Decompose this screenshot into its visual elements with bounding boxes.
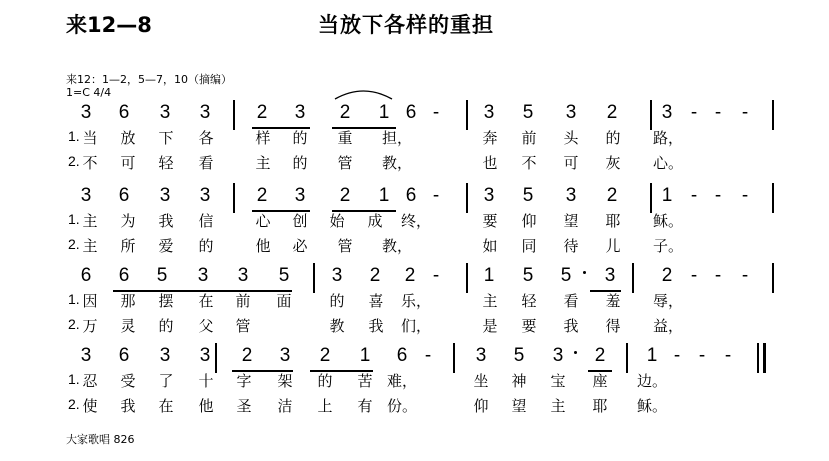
lyric-syllable: 信: [198, 212, 214, 230]
lyric-syllable: 样: [255, 129, 271, 147]
lyric-syllable: 前: [521, 129, 537, 147]
note: 3: [159, 345, 171, 366]
lyric-syllable: 始: [329, 212, 345, 230]
bar-line: [650, 183, 652, 213]
note: 3: [199, 102, 211, 123]
verse-number: 1.: [68, 128, 80, 144]
note: 2: [404, 265, 416, 286]
note: 3: [159, 102, 171, 123]
bar-line: [466, 263, 468, 293]
bar-line: [453, 343, 455, 373]
note: 3: [199, 345, 211, 366]
bar-line: [233, 183, 235, 213]
note: -: [673, 345, 681, 366]
note: 2: [606, 185, 618, 206]
lyric-syllable: 的: [317, 372, 333, 390]
bar-line: [632, 263, 634, 293]
lyric-syllable: 望: [563, 212, 579, 230]
lyric-syllable: 头: [563, 129, 579, 147]
lyric-syllable: 神: [511, 372, 527, 390]
lyric-syllable: 仰: [521, 212, 537, 230]
lyric-syllable: 辱，: [652, 292, 684, 310]
note: 3: [237, 265, 249, 286]
note: 3: [552, 345, 564, 366]
note: 1: [661, 185, 673, 206]
lyric-syllable: 轻: [521, 292, 537, 310]
lyric-syllable: 路，: [652, 129, 684, 147]
note: 3: [565, 102, 577, 123]
rhythm-dot: [574, 351, 577, 354]
lyric-syllable: 稣。: [652, 212, 684, 230]
note: 6: [80, 265, 92, 286]
lyric-syllable: 的: [292, 129, 308, 147]
lyric-syllable: 我: [120, 397, 136, 415]
note: 2: [256, 102, 268, 123]
lyric-syllable: 奔: [482, 129, 498, 147]
lyric-syllable: 望: [511, 397, 527, 415]
note: 1: [483, 265, 495, 286]
lyric-syllable: 管: [235, 317, 251, 335]
lyric-syllable: 圣: [236, 397, 252, 415]
lyric-syllable: 教: [329, 317, 345, 335]
lyric-syllable: 的: [605, 129, 621, 147]
lyric-syllable: 份。: [386, 397, 418, 415]
note: 5: [522, 102, 534, 123]
lyric-syllable: 灰: [605, 154, 621, 172]
note: 3: [279, 345, 291, 366]
hymn-number: 来12—8: [66, 13, 152, 37]
note: 3: [661, 102, 673, 123]
lyric-syllable: 灵: [120, 317, 136, 335]
lyric-syllable: 耶: [592, 397, 608, 415]
lyric-syllable: 前: [235, 292, 251, 310]
lyric-syllable: 创: [292, 212, 308, 230]
lyric-syllable: 不: [521, 154, 537, 172]
lyric-syllable: 在: [198, 292, 214, 310]
lyric-syllable: 要: [521, 317, 537, 335]
note: 3: [197, 265, 209, 286]
bar-line: [772, 183, 774, 213]
note: 3: [331, 265, 343, 286]
note: 2: [339, 102, 351, 123]
lyric-syllable: 仰: [473, 397, 489, 415]
lyric-syllable: 上: [317, 397, 333, 415]
note: 1: [359, 345, 371, 366]
lyric-syllable: 各: [198, 129, 214, 147]
lyric-syllable: 所: [120, 237, 136, 255]
lyric-syllable: 心: [255, 212, 271, 230]
bar-line: [466, 183, 468, 213]
note: 3: [565, 185, 577, 206]
lyric-syllable: 字: [236, 372, 252, 390]
lyric-syllable: 我: [368, 317, 384, 335]
lyric-syllable: 可: [563, 154, 579, 172]
lyric-syllable: 了: [158, 372, 174, 390]
lyric-syllable: 要: [482, 212, 498, 230]
note: 3: [483, 102, 495, 123]
lyric-syllable: 主: [82, 212, 98, 230]
note: 1: [378, 102, 390, 123]
lyric-syllable: 的: [158, 317, 174, 335]
lyric-syllable: 同: [521, 237, 537, 255]
lyric-syllable: 担，: [381, 129, 413, 147]
note: 5: [560, 265, 572, 286]
note: -: [714, 102, 722, 123]
lyric-syllable: 我: [563, 317, 579, 335]
note: 2: [339, 185, 351, 206]
note: 5: [522, 185, 534, 206]
lyric-syllable: 如: [482, 237, 498, 255]
lyric-syllable: 看: [198, 154, 214, 172]
verse-number: 2.: [68, 153, 80, 169]
lyric-syllable: 面: [276, 292, 292, 310]
note: -: [690, 185, 698, 206]
verse-number: 2.: [68, 236, 80, 252]
note: -: [432, 265, 440, 286]
note: 3: [294, 185, 306, 206]
rhythm-dot: [583, 271, 586, 274]
lyric-syllable: 在: [158, 397, 174, 415]
lyric-syllable: 不: [82, 154, 98, 172]
note: 3: [80, 345, 92, 366]
lyric-syllable: 成: [367, 212, 383, 230]
note: 1: [378, 185, 390, 206]
lyric-syllable: 为: [120, 212, 136, 230]
note: 5: [156, 265, 168, 286]
lyric-syllable: 看: [563, 292, 579, 310]
lyric-syllable: 子。: [652, 237, 684, 255]
lyric-syllable: 有: [357, 397, 373, 415]
lyric-syllable: 使: [82, 397, 98, 415]
note: -: [741, 102, 749, 123]
lyric-syllable: 是: [482, 317, 498, 335]
lyric-syllable: 当: [82, 129, 98, 147]
lyric-syllable: 也: [482, 154, 498, 172]
note: 2: [319, 345, 331, 366]
lyric-syllable: 们，: [400, 317, 432, 335]
key-signature: 1=C 4/4: [66, 86, 112, 99]
final-bar-line: [763, 343, 766, 373]
lyric-syllable: 爱: [158, 237, 174, 255]
verse-number: 1.: [68, 211, 80, 227]
lyric-syllable: 得: [605, 317, 621, 335]
note: 2: [241, 345, 253, 366]
lyric-syllable: 他: [255, 237, 271, 255]
note: 2: [594, 345, 606, 366]
note: 6: [405, 185, 417, 206]
note: 6: [118, 345, 130, 366]
lyric-syllable: 必: [292, 237, 308, 255]
note: 3: [199, 185, 211, 206]
note: -: [432, 102, 440, 123]
scripture-reference: 来12：1—2，5—7，10（摘编）: [66, 73, 232, 86]
lyric-syllable: 儿: [605, 237, 621, 255]
note: 6: [118, 102, 130, 123]
note: -: [432, 185, 440, 206]
note: -: [698, 345, 706, 366]
note: -: [690, 265, 698, 286]
note: 3: [80, 102, 92, 123]
lyric-syllable: 因: [82, 292, 98, 310]
note: 5: [522, 265, 534, 286]
bar-line: [215, 343, 217, 373]
note: 2: [661, 265, 673, 286]
lyric-syllable: 的: [292, 154, 308, 172]
lyric-syllable: 主: [255, 154, 271, 172]
lyric-syllable: 苦: [357, 372, 373, 390]
note: -: [741, 265, 749, 286]
lyric-syllable: 忍: [82, 372, 98, 390]
lyric-syllable: 的: [329, 292, 345, 310]
note: 2: [369, 265, 381, 286]
note: 3: [294, 102, 306, 123]
source-footer: 大家歌唱 826: [66, 433, 135, 446]
lyric-syllable: 十: [198, 372, 214, 390]
lyric-syllable: 喜: [368, 292, 384, 310]
lyric-syllable: 管: [337, 154, 353, 172]
note: 3: [80, 185, 92, 206]
note: 1: [646, 345, 658, 366]
lyric-syllable: 教，: [381, 237, 413, 255]
lyric-syllable: 难，: [386, 372, 418, 390]
lyric-syllable: 父: [198, 317, 214, 335]
lyric-syllable: 轻: [158, 154, 174, 172]
lyric-syllable: 羞: [605, 292, 621, 310]
lyric-syllable: 耶: [605, 212, 621, 230]
note: 3: [604, 265, 616, 286]
lyric-syllable: 我: [158, 212, 174, 230]
note: -: [690, 102, 698, 123]
note: 3: [483, 185, 495, 206]
lyric-syllable: 终，: [400, 212, 432, 230]
lyric-syllable: 架: [277, 372, 293, 390]
lyric-syllable: 可: [120, 154, 136, 172]
lyric-syllable: 主: [550, 397, 566, 415]
lyric-syllable: 边。: [636, 372, 668, 390]
note: -: [714, 185, 722, 206]
note: 2: [256, 185, 268, 206]
note: -: [714, 265, 722, 286]
lyric-syllable: 受: [120, 372, 136, 390]
note: -: [724, 345, 732, 366]
lyric-syllable: 坐: [473, 372, 489, 390]
note: 5: [513, 345, 525, 366]
lyric-syllable: 摆: [158, 292, 174, 310]
note: 3: [475, 345, 487, 366]
lyric-syllable: 宝: [550, 372, 566, 390]
lyric-syllable: 万: [82, 317, 98, 335]
bar-line: [757, 343, 759, 373]
lyric-syllable: 教，: [381, 154, 413, 172]
lyric-syllable: 稣。: [636, 397, 668, 415]
note: 6: [118, 265, 130, 286]
verse-number: 1.: [68, 371, 80, 387]
note: 6: [118, 185, 130, 206]
note: 3: [159, 185, 171, 206]
lyric-syllable: 待: [563, 237, 579, 255]
verse-number: 2.: [68, 316, 80, 332]
lyric-syllable: 乐，: [400, 292, 432, 310]
lyric-syllable: 下: [158, 129, 174, 147]
bar-line: [313, 263, 315, 293]
bar-line: [772, 263, 774, 293]
lyric-syllable: 的: [198, 237, 214, 255]
lyric-syllable: 洁: [277, 397, 293, 415]
lyric-syllable: 心。: [652, 154, 684, 172]
lyric-syllable: 管: [337, 237, 353, 255]
lyric-syllable: 座: [592, 372, 608, 390]
note: 6: [405, 102, 417, 123]
lyric-syllable: 他: [198, 397, 214, 415]
note: 6: [396, 345, 408, 366]
verse-number: 2.: [68, 396, 80, 412]
verse-number: 1.: [68, 291, 80, 307]
note: -: [424, 345, 432, 366]
lyric-syllable: 益，: [652, 317, 684, 335]
bar-line: [626, 343, 628, 373]
lyric-syllable: 那: [120, 292, 136, 310]
note: -: [741, 185, 749, 206]
lyric-syllable: 主: [482, 292, 498, 310]
lyric-syllable: 重: [337, 129, 353, 147]
note: 5: [278, 265, 290, 286]
lyric-syllable: 放: [120, 129, 136, 147]
song-title: 当放下各样的重担: [318, 13, 494, 37]
lyric-syllable: 主: [82, 237, 98, 255]
note: 2: [606, 102, 618, 123]
